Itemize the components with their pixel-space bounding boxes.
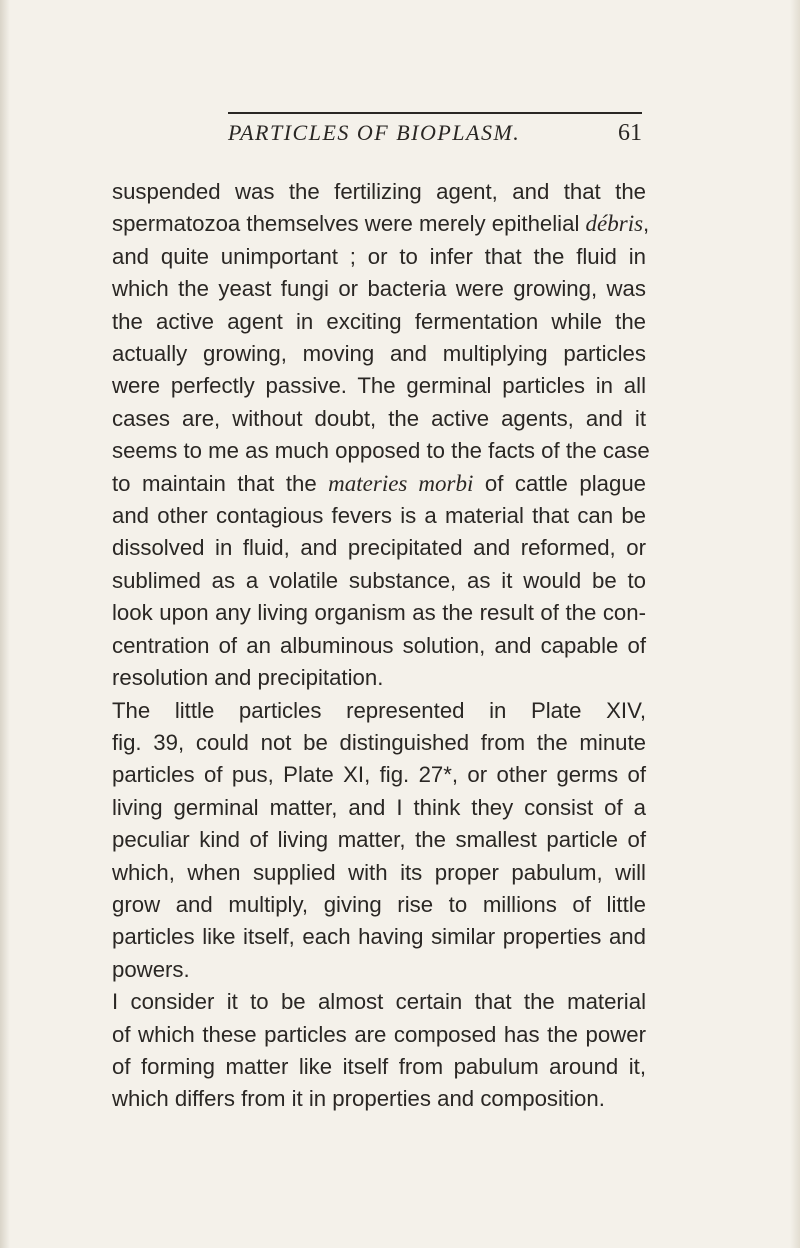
text-line [112, 338, 646, 370]
text-line [112, 792, 646, 824]
italic-text: débris [585, 211, 644, 237]
text-segment: powers. [112, 956, 190, 982]
text-line [112, 208, 650, 240]
text-line [112, 921, 646, 953]
text-line [112, 857, 646, 889]
text-line [112, 695, 646, 727]
text-line [112, 759, 646, 791]
text-segment: actually growing, moving and multiplying particles [112, 341, 646, 367]
text-line [112, 662, 646, 694]
text-segment: sublimed as a volatile substance, as it would be to [112, 567, 646, 593]
text-line [112, 1019, 646, 1051]
text-segment: suspended was the fertilizing agent, and that the [112, 179, 646, 204]
text-line [112, 370, 646, 402]
text-line [112, 727, 646, 759]
text-segment: cases are, without doubt, the active agents, and it [112, 405, 646, 431]
paragraph [112, 695, 646, 987]
text-line [112, 435, 650, 467]
text-segment: of which these particles are composed has the power [112, 1021, 646, 1047]
text-line [112, 306, 646, 338]
text-segment: and other contagious fevers is a material that can be [112, 503, 646, 529]
text-segment: which, when supplied with its proper pabulum, will [112, 859, 646, 885]
text-segment: to maintain that the [112, 470, 329, 496]
text-segment: peculiar kind of living matter, the smallest particle of [112, 827, 646, 853]
body-text [112, 176, 650, 1116]
text-line [112, 468, 646, 500]
text-segment: , [643, 211, 650, 237]
text-segment: The little particles represented in Plate XIV, [112, 697, 646, 723]
page-number: 61 [618, 120, 642, 146]
running-title: PARTICLES OF BIOPLASM. [228, 120, 521, 145]
text-line [112, 889, 646, 921]
italic-text: materies morbi [328, 470, 474, 496]
text-segment: and quite unimportant ; or to infer that the fluid in [112, 243, 646, 269]
text-line [112, 824, 646, 856]
text-line [112, 241, 646, 273]
text-segment: were perfectly passive. The germinal particles in all [112, 373, 646, 399]
text-segment: resolution and precipitation. [112, 665, 384, 691]
text-line [112, 532, 646, 564]
text-segment: of forming matter like itself from pabulum around it, [112, 1053, 646, 1079]
text-segment: spermatozoa themselves were merely epithelial [112, 211, 586, 237]
text-segment: living germinal matter, and I think they consist of a [112, 794, 646, 820]
text-line [112, 986, 646, 1018]
text-segment: seems to me as much opposed to the facts of the case [112, 438, 650, 464]
text-line [112, 630, 646, 662]
text-segment: centration of an albuminous solution, and capable of [112, 632, 646, 658]
text-segment: the active agent in exciting fermentation while the [112, 308, 646, 334]
paragraph [112, 986, 646, 1116]
page-edge-right [790, 0, 800, 1248]
text-line [112, 1083, 646, 1115]
text-line [112, 500, 646, 532]
paragraph [112, 176, 650, 695]
text-line [112, 403, 646, 435]
header-rule [228, 112, 642, 114]
text-segment: of cattle plague [473, 470, 646, 496]
text-segment: dissolved in fluid, and precipitated and reformed, or [112, 535, 646, 561]
text-line [112, 176, 646, 208]
text-segment: fig. 39, could not be distinguished from the minute [112, 729, 646, 755]
text-line [112, 1051, 646, 1083]
text-segment: look upon any living organism as the result of the con- [112, 600, 646, 626]
text-line [112, 273, 646, 305]
text-line [112, 597, 646, 629]
text-segment: which differs from it in properties and composition. [112, 1086, 605, 1112]
text-segment: grow and multiply, giving rise to millions of little [112, 891, 646, 917]
running-head [228, 120, 642, 160]
text-line [112, 954, 646, 986]
page-edge-left [0, 0, 10, 1248]
text-segment: I consider it to be almost certain that the material [112, 989, 646, 1015]
text-segment: particles like itself, each having similar properties and [112, 924, 646, 950]
text-segment: particles of pus, Plate XI, fig. 27*, or other germs of [112, 762, 646, 788]
text-line [112, 565, 646, 597]
text-segment: which the yeast fungi or bacteria were growing, was [112, 276, 646, 302]
